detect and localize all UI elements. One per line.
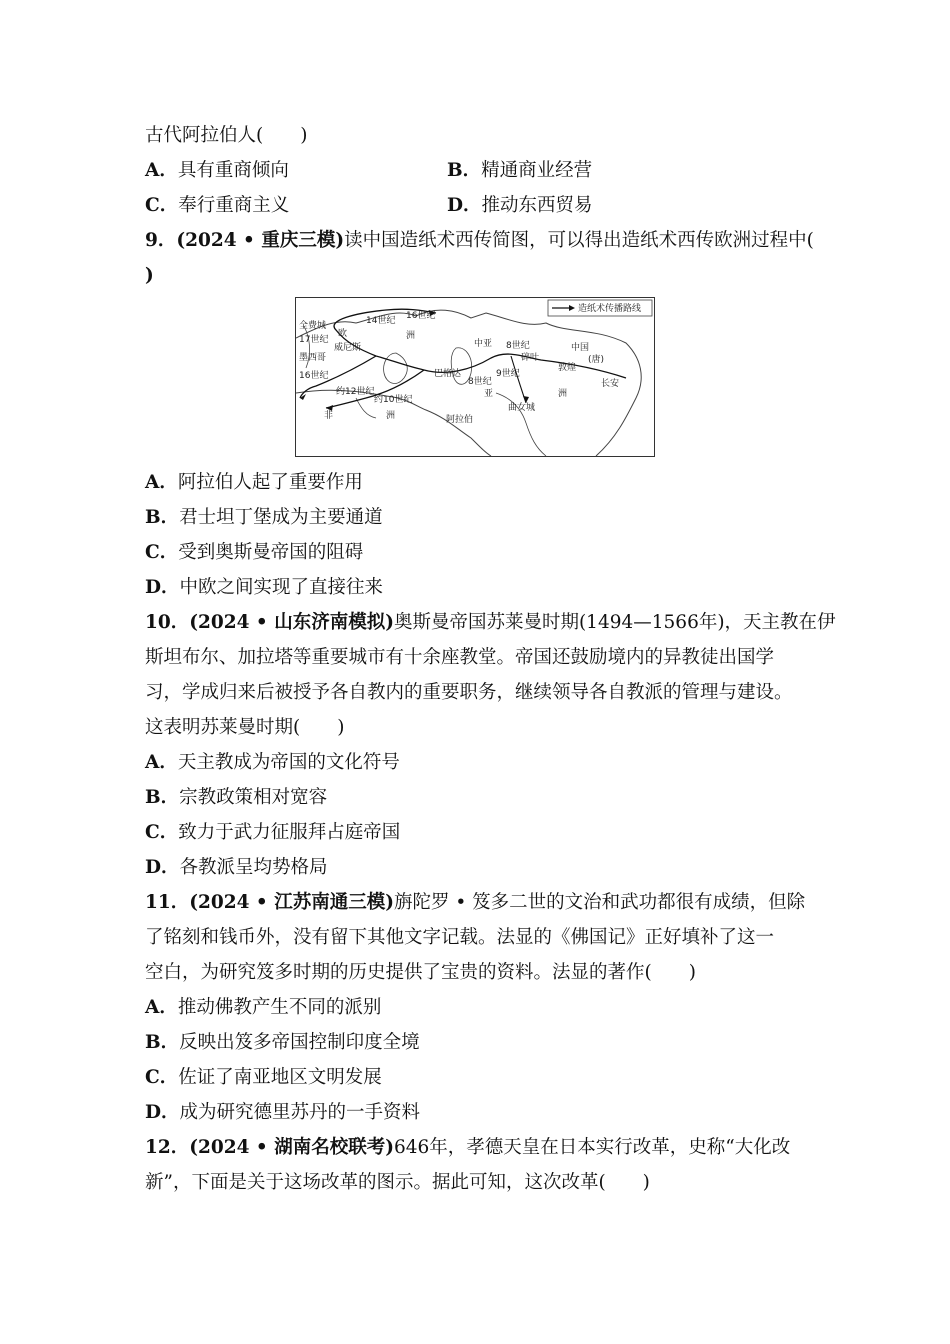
option-text: 天主教成为帝国的文化符号 bbox=[177, 752, 400, 773]
q10-stem-cont: 斯坦布尔、加拉塔等重要城市有十余座教堂。帝国还鼓励境内的异教徒出国学 bbox=[145, 647, 775, 668]
paper-spread-map-figure bbox=[145, 293, 825, 465]
option-letter: D． bbox=[145, 577, 180, 598]
map-label: 洲 bbox=[558, 389, 568, 399]
map-label: 全费城 bbox=[299, 321, 327, 331]
question-page bbox=[145, 118, 836, 1200]
map-label: 中国 bbox=[571, 343, 590, 353]
q12-stem-cont: 新”，下面是关于这场改革的图示。据此可知，这次改革( ) bbox=[145, 1172, 650, 1193]
map-label: 非 bbox=[324, 411, 334, 421]
map-label: 16世纪 bbox=[406, 311, 436, 321]
option-letter: B． bbox=[145, 787, 180, 808]
map-svg bbox=[296, 298, 654, 456]
q10-option-a[interactable] bbox=[145, 745, 825, 780]
q9-stem-text-2: ) bbox=[145, 265, 154, 286]
map-legend: 造纸术传播路线 bbox=[578, 304, 642, 314]
map-label: 14世纪 bbox=[366, 316, 396, 326]
q10-stem-cont: 这表明苏莱曼时期( ) bbox=[145, 717, 345, 738]
option-letter: C． bbox=[145, 195, 179, 216]
map-label: 长安 bbox=[601, 379, 620, 389]
question-number: 11． bbox=[145, 892, 190, 913]
option-text: 推动佛教产生不同的派别 bbox=[177, 997, 382, 1018]
map-label: 9世纪 bbox=[496, 369, 520, 379]
q10-stem-cont: 习，学成归来后被授予各自教内的重要职务，继续领导各自教派的管理与建设。 bbox=[145, 682, 793, 703]
q11-option-a[interactable] bbox=[145, 990, 825, 1025]
map-label: 16世纪 bbox=[299, 371, 329, 381]
map-label: 约12世纪 bbox=[336, 387, 375, 397]
question-source: (2024 • 山东济南模拟) bbox=[189, 612, 394, 633]
option-text: 致力于武力征服拜占庭帝国 bbox=[178, 822, 401, 843]
question-source: (2024 • 江苏南通三模) bbox=[189, 892, 394, 913]
map-label: 8世纪 bbox=[468, 377, 492, 387]
option-letter: A． bbox=[145, 997, 178, 1018]
map-label: (唐) bbox=[588, 355, 605, 365]
option-text: 受到奥斯曼帝国的阻碍 bbox=[178, 542, 364, 563]
map-label: 中亚 bbox=[474, 339, 493, 349]
option-text: 阿拉伯人起了重要作用 bbox=[177, 472, 363, 493]
italy bbox=[356, 398, 376, 418]
option-text: 反映出笈多帝国控制印度全境 bbox=[179, 1032, 420, 1053]
map-label: 敦煌 bbox=[558, 363, 577, 373]
option-text: 中欧之间实现了直接往来 bbox=[179, 577, 384, 598]
question-source: (2024 • 湖南名校联考) bbox=[189, 1137, 394, 1158]
q9-option-c[interactable] bbox=[145, 535, 825, 570]
q8-option-d[interactable] bbox=[447, 188, 749, 223]
question-number: 12． bbox=[145, 1137, 190, 1158]
map-label: 碎叶 bbox=[521, 353, 540, 363]
q10-option-b[interactable] bbox=[145, 780, 825, 815]
map-label: 曲女城 bbox=[508, 403, 536, 413]
q11-option-b[interactable] bbox=[145, 1025, 825, 1060]
option-letter: B． bbox=[447, 160, 482, 181]
q10-stem-text: 奥斯曼帝国苏莱曼时期(1494—1566年)，天主教在伊 bbox=[393, 612, 836, 633]
option-letter: B． bbox=[145, 507, 180, 528]
route-india bbox=[511, 356, 526, 403]
option-text: 宗教政策相对宽容 bbox=[179, 787, 328, 808]
q9-option-b[interactable] bbox=[145, 500, 825, 535]
option-letter: D． bbox=[145, 1102, 180, 1123]
map-label: 17世纪 bbox=[299, 335, 329, 345]
option-text: 成为研究德里苏丹的一手资料 bbox=[179, 1102, 421, 1123]
map-label: 洲 bbox=[386, 411, 396, 421]
question-source: (2024 • 重庆三模) bbox=[176, 230, 345, 251]
q10-option-c[interactable] bbox=[145, 815, 825, 850]
map-label: 约10世纪 bbox=[374, 395, 413, 405]
q11-stem-cont: 空白，为研究笈多时期的历史提供了宝贵的资料。法显的著作( ) bbox=[145, 962, 696, 983]
option-text: 具有重商倾向 bbox=[177, 160, 289, 181]
q10-stem bbox=[145, 605, 836, 640]
q8-option-a[interactable] bbox=[145, 153, 447, 188]
option-letter: C． bbox=[145, 542, 179, 563]
question-number: 10． bbox=[145, 612, 190, 633]
map-label: 洲 bbox=[406, 331, 416, 341]
q9-option-d[interactable] bbox=[145, 570, 825, 605]
option-letter: D． bbox=[145, 857, 180, 878]
option-text: 佐证了南亚地区文明发展 bbox=[178, 1067, 382, 1088]
option-text: 精通商业经营 bbox=[481, 160, 593, 181]
option-text: 君士坦丁堡成为主要通道 bbox=[179, 507, 383, 528]
q11-option-d[interactable] bbox=[145, 1095, 825, 1130]
black-sea bbox=[384, 353, 408, 383]
q11-stem-text: 旃陀罗 • 笈多二世的文治和武功都很有成绩，但除 bbox=[393, 892, 806, 913]
q11-stem bbox=[145, 885, 825, 920]
q8-stem bbox=[145, 118, 825, 153]
option-text: 推动东西贸易 bbox=[481, 195, 593, 216]
q8-options-row-2 bbox=[145, 188, 825, 223]
q11-option-c[interactable] bbox=[145, 1060, 825, 1095]
option-letter: A． bbox=[145, 160, 178, 181]
arrow-head bbox=[523, 396, 529, 403]
q8-option-b[interactable] bbox=[447, 153, 749, 188]
q12-stem bbox=[145, 1130, 825, 1165]
map-label: 欧 bbox=[338, 329, 348, 339]
paper-spread-map bbox=[295, 297, 655, 457]
q8-options-row-1 bbox=[145, 153, 825, 188]
q11-stem-cont: 了铭刻和钱币外，没有留下其他文字记载。法显的《佛国记》正好填补了这一 bbox=[145, 927, 775, 948]
q8-option-c[interactable] bbox=[145, 188, 447, 223]
map-label: 阿拉伯 bbox=[446, 415, 474, 425]
q9-stem-text: 读中国造纸术西传简图，可以得出造纸术西传欧洲过程中( bbox=[344, 230, 814, 251]
q12-stem-text: 646年，孝德天皇在日本实行改革，史称“大化改 bbox=[393, 1137, 791, 1158]
option-letter: D． bbox=[447, 195, 482, 216]
q10-option-d[interactable] bbox=[145, 850, 825, 885]
option-text: 各教派呈均势格局 bbox=[179, 857, 328, 878]
map-label: 巴格达 bbox=[434, 369, 462, 379]
q9-stem-cont bbox=[145, 258, 825, 293]
map-label: 墨西哥 bbox=[299, 353, 327, 363]
option-letter: C． bbox=[145, 822, 179, 843]
q9-stem bbox=[145, 223, 825, 258]
map-label: 亚 bbox=[484, 389, 494, 399]
option-letter: C． bbox=[145, 1067, 179, 1088]
q9-option-a[interactable] bbox=[145, 465, 825, 500]
option-text: 奉行重商主义 bbox=[178, 195, 290, 216]
option-letter: A． bbox=[145, 472, 178, 493]
option-letter: A． bbox=[145, 752, 178, 773]
option-letter: B． bbox=[145, 1032, 180, 1053]
map-label: 威尼斯 bbox=[334, 343, 362, 353]
map-label: 8世纪 bbox=[506, 341, 530, 351]
question-number: 9． bbox=[145, 230, 177, 251]
q8-stem-text: 古代阿拉伯人( ) bbox=[145, 125, 308, 146]
